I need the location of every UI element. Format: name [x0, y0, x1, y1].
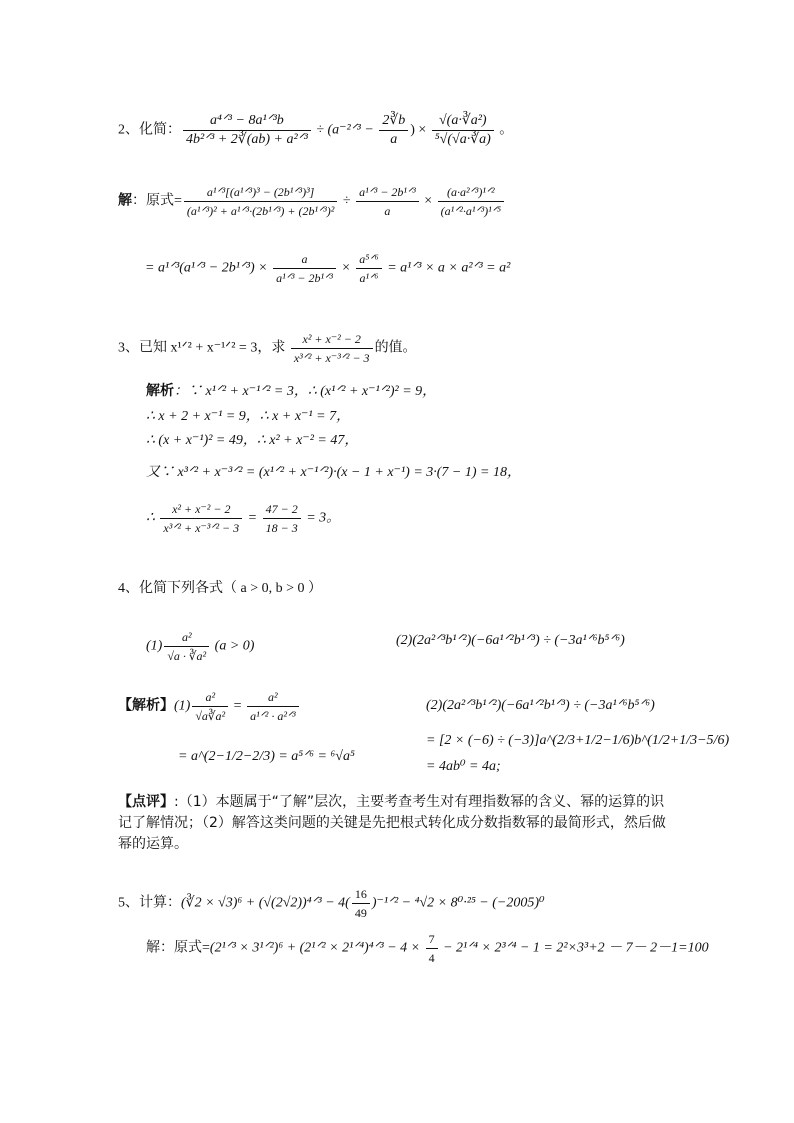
sol2-fraction-2 — [356, 183, 419, 220]
sol4-l1-fraction-2 — [247, 688, 299, 725]
solution-4-right-line-3: = 4ab⁰ = 4a; — [426, 759, 501, 774]
q4-p1-numerator: a² — [164, 628, 209, 647]
q5-expr-1: (∛2 × √3)⁶ + (√(2√2))⁴ᐟ³ − 4( — [181, 895, 350, 911]
sol2-l2-fraction-1 — [273, 250, 336, 287]
q5-expr-2: )⁻¹ᐟ² − ⁴√2 × 8⁰·²⁵ − (−2005)⁰ — [371, 895, 545, 911]
sol5-label: 解：原式= — [146, 940, 210, 956]
sol2-f2-denominator: a — [384, 204, 391, 218]
sol2-fraction-3 — [438, 183, 504, 220]
solution-4-left-line-1 — [118, 688, 301, 725]
q4-p1-condition: (a > 0) — [211, 638, 255, 654]
sol5-expr-1: (2¹ᐟ³ × 3¹ᐟ²)⁶ + (2¹ᐟ² × 2¹ᐟ⁴)⁴ᐟ³ − 4 × — [209, 940, 424, 956]
solution-2-line-1 — [118, 183, 506, 220]
question-3 — [118, 330, 417, 367]
q4-p1-denominator: √a · ∛a² — [167, 649, 207, 663]
q2-mid: ÷ (a⁻²ᐟ³ − — [312, 122, 378, 138]
sol4-l1-f2-denominator: a¹ᐟ² · a²ᐟ³ — [250, 709, 296, 723]
sol3-l5-eq: = — [244, 510, 261, 526]
q4-part-2: (2)(2a²ᐟ³b¹ᐟ²)(−6a¹ᐟ²b¹ᐟ³) ÷ (−3a¹ᐟ⁶b⁵ᐟ⁶) — [396, 633, 625, 648]
sol2-f3-numerator: (a·a²ᐟ³)¹ᐟ² — [438, 183, 504, 202]
sol2-line2-start: = a¹ᐟ³(a¹ᐟ³ − 2b¹ᐟ³) × — [145, 260, 272, 276]
solution-4-right-line-1: (2)(2a²ᐟ³b¹ᐟ²)(−6a¹ᐟ²b¹ᐟ³) ÷ (−3a¹ᐟ⁶b⁵ᐟ⁶) — [426, 698, 655, 713]
comment-block — [118, 792, 678, 855]
sol2-f2-numerator: a¹ᐟ³ − 2b¹ᐟ³ — [356, 183, 419, 202]
sol2-l2-f1-denominator: a¹ᐟ³ − 2b¹ᐟ³ — [276, 271, 333, 285]
sol2-label: 解 — [118, 193, 132, 209]
solution-3-line-1 — [146, 383, 436, 401]
sol2-l2-f2-numerator: a⁵ᐟ⁶ — [356, 250, 381, 269]
q3-fraction — [291, 330, 373, 367]
q2-prefix: 2、化简： — [118, 122, 181, 138]
q2-fraction-1 — [183, 112, 311, 149]
question-4: 4、化简下列各式（ a > 0, b > 0 ） — [118, 581, 323, 596]
question-5 — [118, 885, 545, 922]
sol4-l1-fraction-1 — [192, 688, 228, 725]
sol2-times-2: × — [337, 260, 355, 276]
sol3-l1: ：∵ x¹ᐟ² + x⁻¹ᐟ² = 3，∴ (x¹ᐟ² + x⁻¹ᐟ²)² = 9， — [174, 384, 437, 399]
sol4-l1-f1-numerator: a² — [192, 688, 228, 707]
q5-prefix: 5、计算： — [118, 895, 181, 911]
q2-f1-numerator: a⁴ᐟ³ − 8a¹ᐟ³b — [183, 112, 311, 131]
solution-2-line-2 — [145, 250, 510, 287]
q4-p1-label: (1) — [146, 638, 163, 654]
sol2-l2-fraction-2 — [356, 250, 381, 287]
sol5-expr-2: − 2¹ᐟ⁴ × 2³ᐟ⁴ − 1 = 2²×3³+2 － 7－ 2－1=100 — [439, 940, 709, 956]
q4-p1-fraction — [164, 628, 209, 665]
comment-text: :（1）本题属于“了解”层次，主要考查考生对有理指数幂的含义、幂的运算的识记了解情况；（2）解答这类问题的关键是先把根式转化成分数指数幂的最简形式，然后做幂的运算。 — [118, 794, 666, 852]
sol2-line2-end: = a¹ᐟ³ × a × a²ᐟ³ = a² — [383, 260, 511, 276]
q5-fraction — [352, 885, 370, 922]
sol2-l2-f1-numerator: a — [273, 250, 336, 269]
q2-f2-numerator: 2∛b — [379, 112, 408, 131]
sol3-l5-start: ∴ — [146, 510, 159, 526]
q2-fraction-2 — [379, 112, 408, 149]
q2-close: ) × — [410, 122, 430, 138]
solution-3-line-2: ∴ x + 2 + x⁻¹ = 9，∴ x + x⁻¹ = 7， — [146, 409, 351, 424]
sol3-l5-f1-numerator: x² + x⁻² − 2 — [160, 500, 242, 519]
q3-prefix: 3、已知 x¹ᐟ² + x⁻¹ᐟ² = 3，求 — [118, 340, 289, 356]
sol4-label: 【解析】 — [118, 698, 174, 714]
q2-f3-denominator: ⁵√(√a·∛a) — [434, 132, 491, 147]
solution-3-line-3: ∴ (x + x⁻¹)² = 49，∴ x² + x⁻² = 47， — [146, 433, 359, 448]
solution-3-line-4: 又∵ x³ᐟ² + x⁻³ᐟ² = (x¹ᐟ² + x⁻¹ᐟ²)·(x − 1 + x⁻¹) = 3·(7 − 1) = 18， — [146, 465, 521, 480]
sol5-f-numerator: 7 — [426, 930, 438, 949]
sol2-f1-denominator: (a¹ᐟ³)² + a¹ᐟ³·(2b¹ᐟ³) + (2b¹ᐟ³)² — [186, 204, 335, 218]
sol4-l1-f2-numerator: a² — [247, 688, 299, 707]
sol3-l5-f1-denominator: x³ᐟ² + x⁻³ᐟ² − 3 — [163, 521, 240, 535]
sol3-l5-fraction-1 — [160, 500, 242, 537]
sol4-l1-eq: = — [230, 698, 246, 714]
sol2-f3-denominator: (a¹ᐟ²·a¹ᐟ³)¹ᐟ⁵ — [440, 204, 502, 218]
sol2-f1-numerator: a¹ᐟ³[(a¹ᐟ³)³ − (2b¹ᐟ³)³] — [184, 183, 337, 202]
sol3-l5-f2-denominator: 18 − 3 — [265, 521, 298, 535]
q2-end: 。 — [495, 122, 514, 138]
q3-f-numerator: x² + x⁻² − 2 — [291, 330, 373, 349]
q3-end: 的值。 — [374, 340, 417, 356]
sol3-l5-f2-numerator: 47 − 2 — [263, 500, 301, 519]
sol2-colon: ：原式= — [132, 193, 182, 209]
sol5-fraction — [426, 930, 438, 967]
sol2-l2-f2-denominator: a¹ᐟ⁶ — [359, 271, 379, 285]
solution-4-left-line-2: = a^(2−1/2−2/3) = a⁵ᐟ⁶ = ⁶√a⁵ — [178, 749, 355, 764]
q2-f1-denominator: 4b²ᐟ³ + 2∛(ab) + a²ᐟ³ — [186, 132, 308, 147]
sol2-fraction-1 — [184, 183, 337, 220]
q3-f-denominator: x³ᐟ² + x⁻³ᐟ² − 3 — [293, 351, 370, 365]
sol3-l5-end: = 3。 — [302, 510, 341, 526]
question-2 — [118, 112, 513, 149]
q4-part-1 — [146, 628, 254, 665]
q5-f-denominator: 49 — [354, 906, 367, 920]
sol4-l1-f1-denominator: √a∛a² — [195, 709, 226, 723]
solution-3-line-5 — [146, 500, 340, 537]
q2-f3-numerator: √(a·∛a²) — [432, 112, 494, 131]
solution-4-right-line-2: = [2 × (−6) ÷ (−3)]a^(2/3+1/2−1/6)b^(1/2+1/3−5/6) — [426, 733, 730, 748]
sol3-l5-fraction-2 — [263, 500, 301, 537]
sol2-div: ÷ — [339, 193, 355, 209]
sol4-l1-label: (1) — [174, 698, 191, 714]
solution-5 — [146, 930, 709, 967]
sol3-label: 解析 — [146, 384, 174, 399]
q5-f-numerator: 16 — [352, 885, 370, 904]
q2-fraction-3 — [432, 112, 494, 149]
sol2-times: × — [420, 193, 436, 209]
sol5-f-denominator: 4 — [428, 951, 435, 965]
q2-f2-denominator: a — [390, 132, 398, 147]
comment-label: 【点评】 — [118, 794, 174, 810]
